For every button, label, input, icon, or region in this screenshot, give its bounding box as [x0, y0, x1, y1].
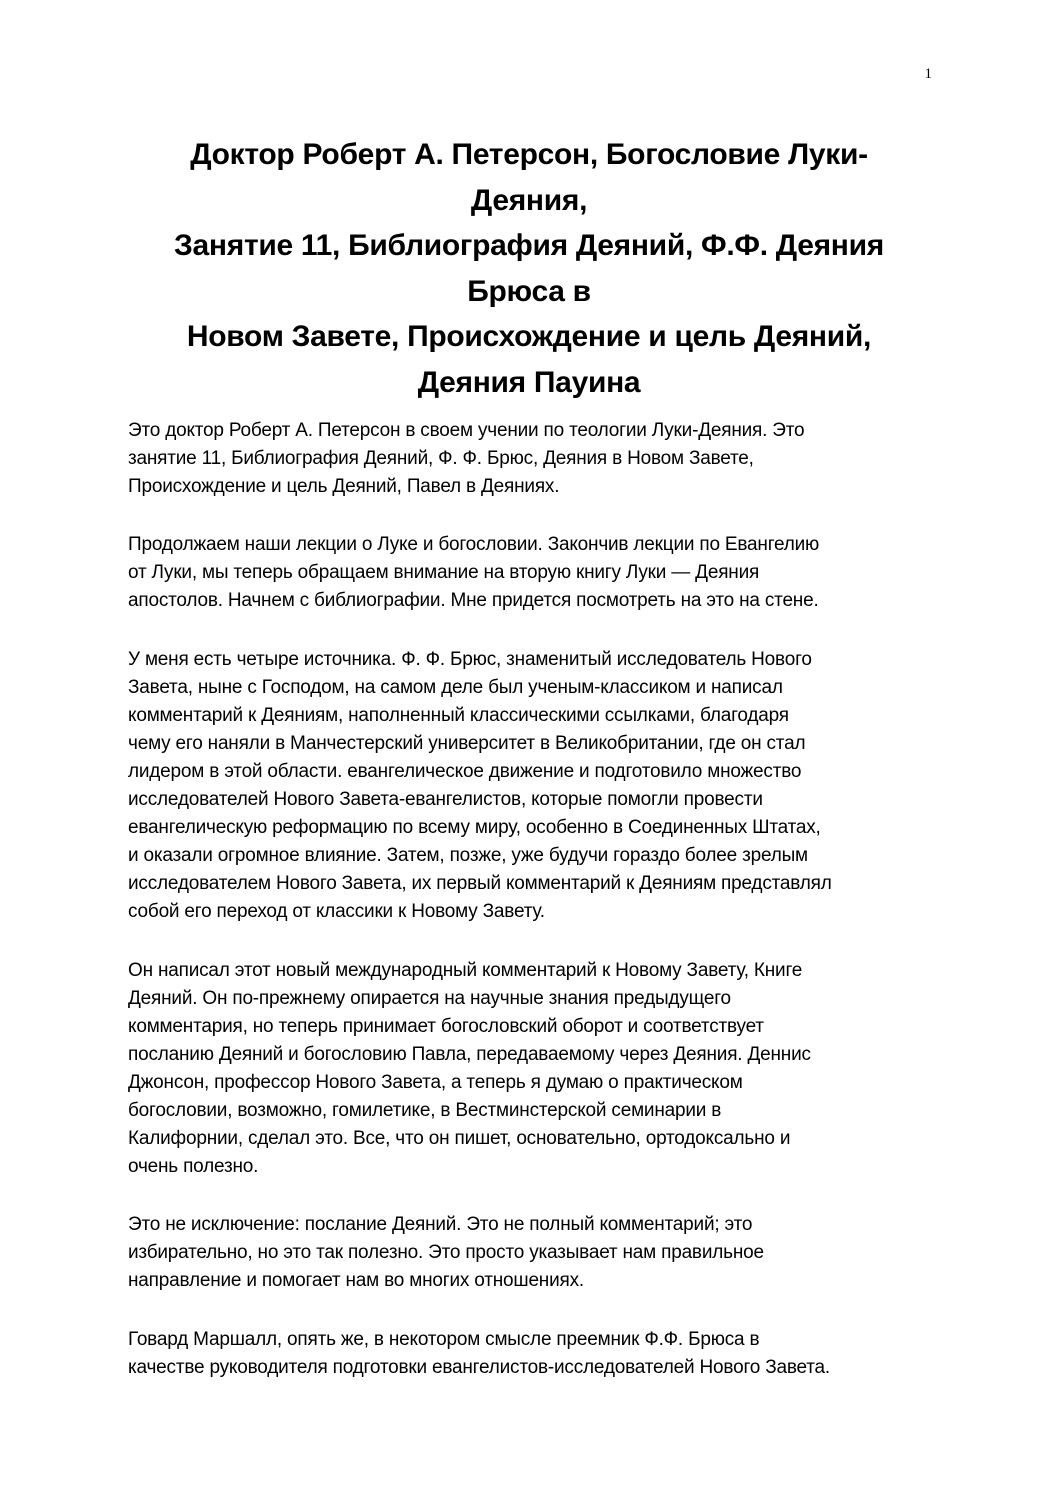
document-title [0, 132, 1058, 405]
text-line: Говард Маршалл, опять же, в некотором смысле преемник Ф.Ф. Брюса в [128, 1328, 760, 1350]
text-line: собой его переход от классики к Новому Завету. [128, 901, 545, 923]
text-line: Продолжаем наши лекции о Луке и богословии. Закончив лекции по Евангелию [128, 534, 820, 556]
page-number: 1 [924, 66, 932, 82]
title-line: Новом Завете, Происхождение и цель Деяний, [186, 320, 872, 353]
title-line: Брюса в [467, 274, 591, 308]
paragraph-lectures [128, 531, 938, 615]
text-line: чему его наняли в Манчестерский университет в Великобритании, где он стал [128, 732, 806, 754]
text-line: занятие 11, Библиография Деяний, Ф. Ф. Брюс, Деяния в Новом Завете, [128, 448, 754, 470]
text-line: Джонсон, профессор Нового Завета, а теперь я думаю о практическом [128, 1071, 743, 1093]
text-line: Деяний. Он по-прежнему опирается на научные знания предыдущего [128, 987, 731, 1009]
text-line: евангелическую реформацию по всему миру, особенно в Соединенных Штатах, [128, 817, 821, 839]
text-line: качестве руководителя подготовки евангелистов-исследователей Нового Завета. [128, 1356, 830, 1378]
title-line: Занятие 11, Библиография Деяний, Ф.Ф. Деяния [174, 229, 884, 262]
title-line: Деяния, [470, 183, 588, 217]
text-line: лидером в этой области. евангелическое движение и подготовило множество [128, 760, 802, 782]
text-line: избирательно, но это так полезно. Это просто указывает нам правильное [128, 1242, 764, 1264]
text-line: У меня есть четыре источника. Ф. Ф. Брюс, знаменитый исследователь Нового [128, 648, 812, 670]
paragraph-sources [128, 646, 938, 927]
text-line: исследователей Нового Завета-евангелистов, которые помогли провести [128, 789, 763, 811]
text-line: от Луки, мы теперь обращаем внимание на вторую книгу Луки — Деяния [128, 562, 760, 584]
paragraph-commentary [128, 957, 938, 1182]
text-line: направление и помогает нам во многих отношениях. [128, 1270, 584, 1292]
text-line: посланию Деяний и богословию Павла, передаваемому через Деяния. Деннис [128, 1043, 811, 1065]
paragraph-intro [128, 417, 938, 501]
paragraph-exception [128, 1211, 938, 1295]
text-line: Он написал этот новый международный комментарий к Новому Завету, Книге [128, 959, 803, 981]
text-line: исследователем Нового Завета, их первый комментарий к Деяниям представлял [128, 873, 832, 895]
text-line: Завета, ныне с Господом, на самом деле был ученым-классиком и написал [128, 676, 783, 698]
text-line: Это доктор Роберт А. Петерсон в своем учении по теологии Луки-Деяния. Это [128, 420, 805, 441]
text-line: Происхождение и цель Деяний, Павел в Деяниях. [128, 476, 560, 498]
text-line: очень полезно. [128, 1156, 259, 1178]
body-text [128, 417, 938, 1412]
text-line: Калифорнии, сделал это. Все, что он пишет, основательно, ортодоксально и [128, 1128, 791, 1150]
title-line: Доктор Роберт А. Петерсон, Богословие Луки- [190, 138, 868, 171]
text-line: Это не исключение: послание Деяний. Это не полный комментарий; это [128, 1214, 753, 1236]
text-line: комментарий к Деяниям, наполненный классическими ссылками, благодаря [128, 704, 789, 726]
title-line: Деяния Пауина [417, 365, 641, 399]
text-line: и оказали огромное влияние. Затем, позже, уже будучи гораздо более зрелым [128, 845, 808, 867]
text-line: богословии, возможно, гомилетике, в Вестминстерской семинарии в [128, 1099, 722, 1121]
paragraph-marshall [128, 1326, 938, 1382]
text-line: апостолов. Начнем с библиографии. Мне придется посмотреть на это на стене. [128, 590, 819, 612]
text-line: комментария, но теперь принимает богословский оборот и соответствует [128, 1015, 764, 1037]
